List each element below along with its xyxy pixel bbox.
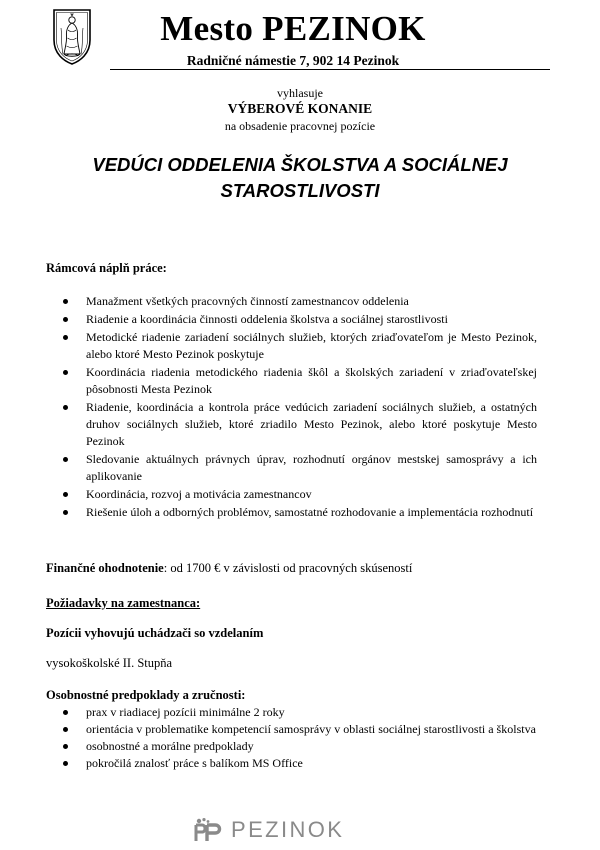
salary-value: : od 1700 € v závislosti od pracovných skúseností — [163, 561, 413, 575]
coat-of-arms-icon — [52, 8, 92, 66]
list-item: orientácia v problematike kompetencií samosprávy v oblasti sociálnej starostlivosti a školstva — [46, 721, 537, 738]
header-divider — [110, 69, 550, 70]
position-title — [40, 152, 560, 204]
list-item: Koordinácia riadenia metodického riadenia škôl a školských zariadení v zriaďovateľskej pôsobnosti Mesta Pezinok — [46, 364, 537, 398]
skills-heading: Osobnostné predpoklady a zručnosti: — [46, 688, 246, 702]
position-title-line-1: VEDÚCI ODDELENIA ŠKOLSTVA A SOCIÁLNEJ — [92, 154, 508, 175]
salary-line — [46, 561, 412, 576]
list-item: Sledovanie aktuálnych právnych úprav, rozhodnutí orgánov mestskej samosprávy a ich aplikovanie — [46, 451, 537, 485]
list-item: osobnostné a morálne predpoklady — [46, 738, 537, 755]
list-item: Riešenie úloh a odborných problémov, samostatné rozhodovanie a implementácia rozhodnutí — [46, 504, 537, 521]
position-title-line-2: STAROSTLIVOSTI — [220, 180, 380, 201]
list-item: prax v riadiacej pozícii minimálne 2 roky — [46, 704, 537, 721]
list-item: Koordinácia, rozvoj a motivácia zamestnancov — [46, 486, 537, 503]
list-item: Manažment všetkých pracovných činností zamestnancov oddelenia — [46, 293, 537, 310]
skills-list — [46, 704, 537, 772]
education-heading: Pozícii vyhovujú uchádzači so vzdelaním — [46, 626, 264, 640]
responsibilities-list — [46, 293, 537, 522]
footer-logo — [193, 817, 344, 843]
salary-label: Finančné ohodnotenie — [46, 561, 164, 575]
tender-heading: VÝBEROVÉ KONANIE — [227, 101, 373, 116]
filling-text: na obsadenie pracovnej pozície — [224, 119, 376, 133]
announces-text: vyhlasuje — [277, 86, 323, 100]
education-value: vysokoškolské II. Stupňa — [46, 656, 173, 670]
footer-logo-text: PEZINOK — [231, 817, 345, 842]
list-item: Riadenie, koordinácia a kontrola práce vedúcich zariadení sociálnych služieb, a ostatných druhov sociálnych služieb, ktoré zriadilo Mesto Pezinok, alebo ktoré poskytuje Mesto Pezinok — [46, 399, 537, 450]
requirements-heading: Požiadavky na zamestnanca: — [46, 596, 201, 610]
city-title: Mesto PEZINOK — [160, 9, 426, 48]
list-item: pokročilá znalosť práce s balíkom MS Office — [46, 755, 537, 772]
responsibilities-heading: Rámcová náplň práce: — [46, 261, 167, 275]
list-item: Riadenie a koordinácia činnosti oddelenia školstva a sociálnej starostlivosti — [46, 311, 537, 328]
pezinok-logo-icon — [193, 817, 229, 843]
list-item: Metodické riadenie zariadení sociálnych služieb, ktorých zriaďovateľom je Mesto Pezinok, alebo ktoré Mesto Pezinok poskytuje — [46, 329, 537, 363]
city-address: Radničné námestie 7, 902 14 Pezinok — [186, 53, 400, 68]
